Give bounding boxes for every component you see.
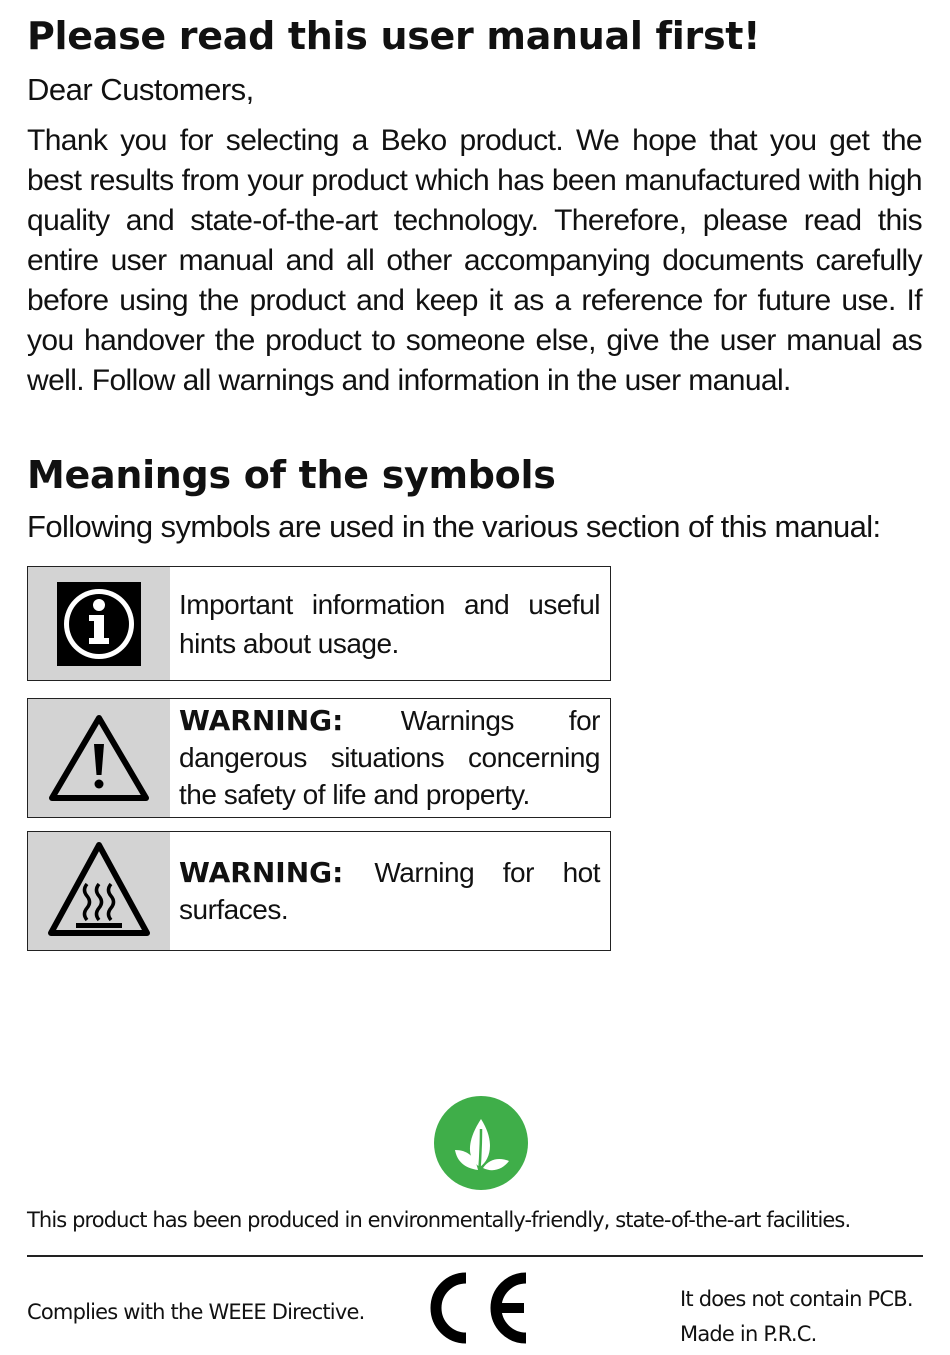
pcb-statement: It does not contain PCB. (680, 1287, 913, 1311)
symbol-icon-cell (28, 832, 170, 950)
symbol-hot-surface-text (170, 832, 610, 950)
symbols-subheading: Following symbols are used in the various section of this manual: (27, 509, 881, 544)
hot-surface-icon (46, 839, 152, 943)
symbol-info-box (27, 566, 611, 681)
warning-triangle-icon (47, 712, 151, 804)
origin-statement: Made in P.R.C. (680, 1322, 817, 1346)
symbol-warning-box (27, 698, 611, 818)
symbol-info-text: Important information and useful hints about usage. (179, 589, 600, 659)
hot-warning-description: Warning for hot surfaces. (179, 857, 600, 925)
ce-mark-icon (418, 1268, 532, 1348)
warning-label: WARNING: (179, 704, 401, 737)
symbol-warning-text (170, 699, 610, 817)
warning-description: Warnings for dangerous situations concerning the safety of life and property. (179, 705, 600, 810)
info-icon (57, 582, 141, 666)
footer-divider (27, 1255, 923, 1257)
salutation: Dear Customers, (27, 72, 254, 107)
compliance-notes (680, 1282, 922, 1352)
symbols-heading: Meanings of the symbols (27, 453, 556, 497)
hot-warning-label: WARNING: (179, 856, 375, 889)
symbol-hot-surface-box (27, 831, 611, 951)
symbol-icon-cell (28, 567, 170, 680)
symbol-icon-cell (28, 699, 170, 817)
intro-paragraph: Thank you for selecting a Beko product. We hope that you get the best results from your product which has been manufactured with high quality and state-of-the-art technology. Therefore, please read this entire user manual and all other accompanying documents carefully before using the product and keep it as a reference for future use. If you handover the product to someone else, give the user manual as well. Follow all warnings and information in the user manual. (27, 124, 922, 397)
leaf-icon (433, 1095, 529, 1191)
page-title: Please read this user manual first! (27, 14, 761, 58)
eco-statement: This product has been produced in environmentally-friendly, state-of-the-art facilities. (27, 1208, 851, 1232)
weee-statement: Complies with the WEEE Directive. (27, 1300, 365, 1324)
